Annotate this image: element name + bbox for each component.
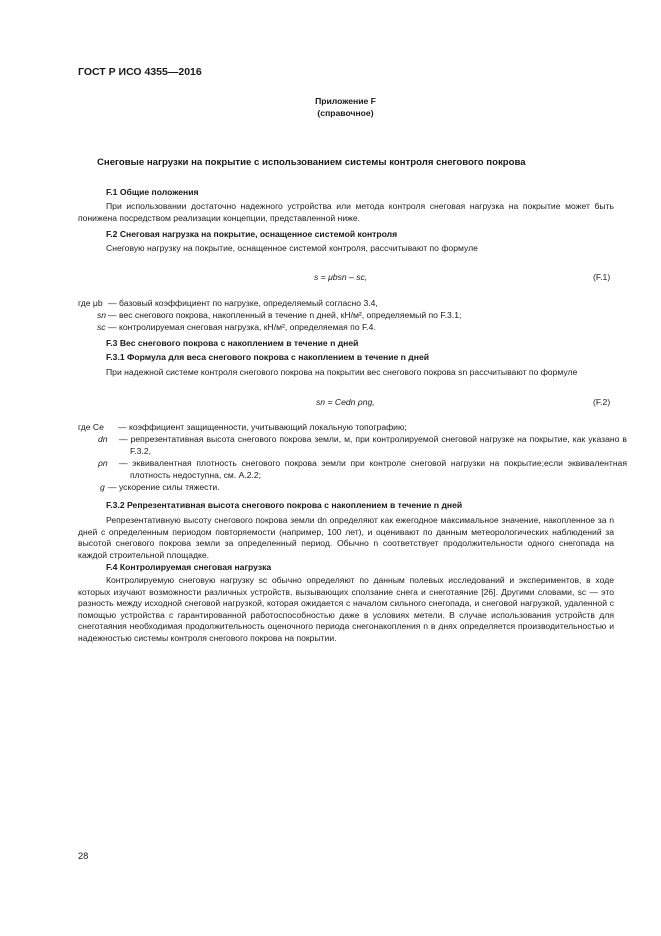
definition-item xyxy=(78,322,618,334)
definition-item xyxy=(78,458,627,482)
section-heading-f2: F.2 Снеговая нагрузка на покрытие, оснащенное системой контроля xyxy=(106,229,398,239)
definition-desc: — ускорение силы тяжести. xyxy=(108,482,220,492)
definition-item xyxy=(78,434,627,458)
definition-desc: — репрезентативная высота снегового покрова земли, м, при контролируемой снеговой нагрузке на покрытие, как указано в F.3.2, xyxy=(119,434,627,456)
definition-item xyxy=(78,298,618,310)
section-heading-f3: F.3 Вес снегового покрова с накоплением в течение n дней xyxy=(106,338,359,348)
section-text-f2: Снеговую нагрузку на покрытие, оснащенное системой контроля, рассчитывают по формуле xyxy=(106,243,478,253)
page-number: 28 xyxy=(78,851,89,861)
definition-term: sn xyxy=(97,310,107,320)
section-heading-f31: F.3.1 Формула для веса снегового покрова с накоплением в течение n дней xyxy=(106,352,430,362)
formula-f1-number: (F.1) xyxy=(593,272,611,282)
definition-desc: — вес снегового покрова, накопленный в течение n дней, кН/м², определяемый по F.3.1; xyxy=(108,310,462,320)
section-text-f31: При надежной системе контроля снегового покрова на покрытии вес снегового покрова sn рассчитывают по формуле xyxy=(106,367,578,377)
main-title: Снеговые нагрузки на покрытие с использованием системы контроля снегового покрова xyxy=(97,157,526,168)
definition-item xyxy=(78,422,618,434)
definition-desc: — эквивалентная плотность снегового покрова земли при контроле снеговой нагрузки на покрытие;если эквивалентная плотность недоступна, см. А.2.2; xyxy=(119,458,627,480)
definition-list-1 xyxy=(78,298,618,334)
formula-f2-number: (F.2) xyxy=(593,397,611,407)
formula-f2: sn = Cedn ρng, xyxy=(316,397,375,407)
definition-term: g xyxy=(100,482,105,492)
definition-desc: — коэффициент защищенности, учитывающий локальную топографию; xyxy=(118,422,407,432)
definition-item xyxy=(78,482,618,494)
definition-term: ρn xyxy=(98,458,108,468)
definition-term: где Ce xyxy=(78,422,104,432)
section-text-f1: При использовании достаточно надежного устройства или метода контроля снеговая нагрузка на покрытие может быть понижена посредством реализации концепции, представленной ниже. xyxy=(78,201,614,223)
definition-desc: — контролируемая снеговая нагрузка, кН/м², определяемая по F.4. xyxy=(108,322,376,332)
section-heading-f1: F.1 Общие положения xyxy=(106,187,199,197)
definition-term: sc xyxy=(97,322,106,332)
appendix-title: Приложение F xyxy=(315,96,376,106)
definition-desc: — базовый коэффициент по нагрузке, определяемый согласно 3.4, xyxy=(108,298,378,308)
section-heading-f4: F.4 Контролируемая снеговая нагрузка xyxy=(106,562,272,572)
section-text-f32: Репрезентативную высоту снегового покрова земли dn определяют как ежегодное максимальное значение, накопленное за n дней с определенным периодом повторяемости (например, 100 лет), и оценивают по данным метеорологических наблюдений за высотой снегового покрова земли за определенный период. Обычно n соответствует продолжительности одного снегопада на каждой строительной площадке. xyxy=(78,515,614,560)
section-text-f4: Контролируемую снеговую нагрузку sc обычно определяют по данным полевых исследований и экспериментов, в ходе которых изучают возможности различных устройств, вызывающих сползание снега и снеготаяние [26]. Другими словами, sc — это разность между исходной снеговой нагрузкой, которая ожидается с началом сильного снегопада, и снеговой нагрузкой, удаленной с помощью устройства с гарантированной работоспособностью даже в условиях метели. В случае использования устройств для снеготаяния необходимая продолжительность оценочного периода снегонакопления n в днях определяется производительностью и надежностью системы контроля снегового покрова на покрытии. xyxy=(78,575,614,643)
definition-list-2 xyxy=(78,422,627,494)
definition-term: где μb xyxy=(78,298,103,308)
document-header: ГОСТ Р ИСО 4355—2016 xyxy=(78,66,202,78)
definition-term: dn xyxy=(98,434,108,444)
section-heading-f32: F.3.2 Репрезентативная высота снегового покрова с накоплением в течение n дней xyxy=(106,500,463,510)
formula-f1: s = μbsn – sc, xyxy=(314,272,368,282)
definition-item xyxy=(78,310,618,322)
appendix-note: (справочное) xyxy=(317,108,374,118)
